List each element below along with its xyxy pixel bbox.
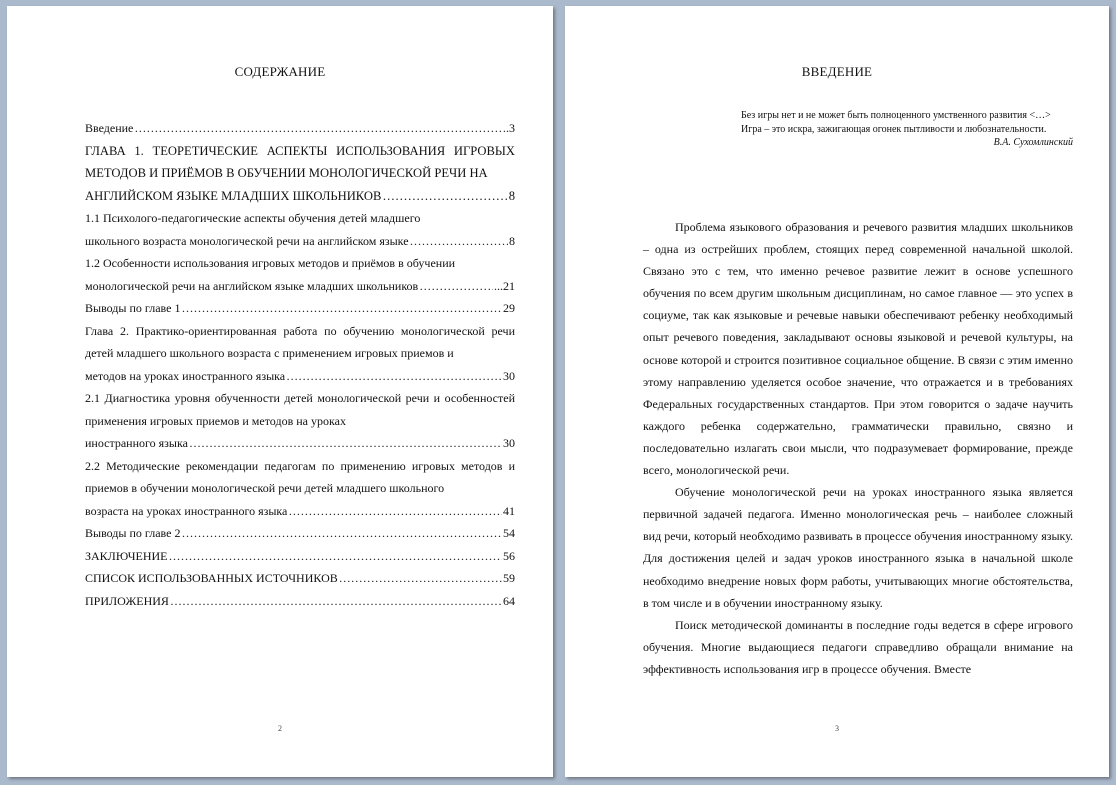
toc-heading: СОДЕРЖАНИЕ — [234, 64, 326, 79]
toc-entry-page: 41 — [503, 503, 515, 518]
toc-entry-text: ЗАКЛЮЧЕНИЕ — [85, 548, 168, 563]
toc-entry-chapter-1[interactable] — [85, 140, 515, 208]
page-3 — [565, 6, 1109, 777]
toc-entry-text: СПИСОК ИСПОЛЬЗОВАННЫХ ИСТОЧНИКОВ — [85, 571, 338, 585]
paragraph: Проблема языкового образования и речевого развития младших школьников – одна из острейших проблем, стоящих перед современной начальной школой. Связано это с тем, что именно речевое развитие лежит в основе успешного обучения по всем другим школьным дисциплинам, но самое главное — это успех в социуме, так как языковые и речевые навыки обеспечивают ребенку необходимый опыт речевого поведения, закладывают основы языковой и речевой культуры, на основе которой и строится позитивное социальное общение. В связи с этим именно этому направлению уделяется особое значение, что отражается и в требованиях Федеральных государственных стандартов. При этом говорится о задаче научить каждого ребенка содержательно, грамматически правильно, связно и последовательно излагать свои мысли, что подразумевает формирование, прежде всего, монологической речи. — [643, 220, 1073, 478]
toc-entry-text-last: АНГЛИЙСКОМ ЯЗЫКЕ МЛАДШИХ ШКОЛЬНИКОВ — [85, 188, 382, 203]
toc-entry-page: 56 — [503, 548, 515, 563]
toc-entry-2-1[interactable] — [85, 387, 515, 455]
toc-entry-page: 8 — [508, 188, 515, 203]
toc-entry-text-last: монологической речи на английском языке младших школьников — [85, 278, 419, 293]
toc-entry-page: ...21 — [494, 278, 515, 293]
toc-entry-1-1[interactable] — [85, 207, 515, 252]
table-of-contents — [85, 117, 515, 612]
toc-entry-text-last: школьного возраста монологической речи на английском языке — [85, 233, 409, 248]
toc-entry-text-last: иностранного языка — [85, 436, 188, 450]
epigraph-line: Без игры нет и не может быть полноценного умственного развития <…> — [741, 110, 1051, 121]
toc-entry-text: ПРИЛОЖЕНИЯ — [85, 593, 169, 608]
toc-entry-page: 64 — [503, 593, 515, 608]
toc-entry-text: Выводы по главе 2 — [85, 526, 181, 540]
toc-entry-page: 29 — [503, 301, 515, 315]
toc-entry-page: 30 — [503, 436, 515, 450]
toc-entry-conclusion[interactable] — [85, 545, 515, 568]
toc-entry-conclusions-1[interactable] — [85, 297, 515, 320]
introduction-body — [643, 216, 1073, 680]
paragraph: Обучение монологической речи на уроках иностранного языка является первичной задачей педагога. Именно монологическая речь – наиболее сложный вид речи, который необходимо развивать в процессе обучения иностранному языку. Для достижения целей и задач уроков иностранного языка в начальной школе необходимо внедрение новых форм работы, учитывающих многие обстоятельства, в том числе и в обучении иностранному языку. — [643, 485, 1073, 610]
toc-entry-text: 2.2 Методические рекомендации педагогам по применению игровых методов и приемов в обучении монологической речи детей младшего школьного — [85, 458, 515, 495]
epigraph-author: В.А. Сухомлинский — [993, 137, 1073, 148]
epigraph-line: Игра – это искра, зажигающая огонек пытливости и любознательности. — [741, 123, 1047, 135]
toc-entry-text: Введение — [85, 121, 134, 135]
toc-entry-page: 54 — [503, 526, 515, 540]
page-number: 2 — [278, 724, 282, 733]
toc-entry-text: ГЛАВА 1. ТЕОРЕТИЧЕСКИЕ АСПЕКТЫ ИСПОЛЬЗОВАНИЯ ИГРОВЫХ МЕТОДОВ И ПРИЁМОВ В ОБУЧЕНИИ МОНОЛОГИЧЕСКОЙ РЕЧИ НА — [85, 143, 515, 180]
toc-entry-introduction[interactable] — [85, 117, 515, 140]
page-2 — [7, 6, 553, 777]
toc-entry-page: 59 — [503, 571, 515, 585]
toc-entry-text: 1.2 Особенности использования игровых методов и приёмов в обучении — [85, 256, 456, 270]
toc-entry-appendices[interactable] — [85, 590, 515, 613]
toc-entry-page: .3 — [506, 121, 515, 135]
toc-entry-text: Глава 2. Практико-ориентированная работа по обучению монологической речи детей младшего школьного возраста с применением игровых приемов и — [85, 323, 515, 360]
toc-entry-1-2[interactable] — [85, 252, 515, 297]
toc-entry-references[interactable] — [85, 567, 515, 590]
toc-entry-text-last: возраста на уроках иностранного языка — [85, 503, 288, 518]
toc-entry-text: Выводы по главе 1 — [85, 301, 181, 315]
page-number: 3 — [835, 724, 839, 733]
paragraph: Поиск методической доминанты в последние годы ведется в сфере игрового обучения. Многие выдающиеся педагоги справедливо обращали внимание на эффективность использования игр в процессе обучения. Вместе — [643, 617, 1073, 676]
introduction-heading: ВВЕДЕНИЕ — [801, 64, 873, 79]
toc-entry-2-2[interactable] — [85, 455, 515, 523]
toc-entry-text: 2.1 Диагностика уровня обученности детей монологической речи и особенностей применения игровых приемов и методов на уроках — [85, 391, 515, 428]
epigraph — [741, 109, 1073, 150]
toc-entry-text: 1.1 Психолого-педагогические аспекты обучения детей младшего — [85, 211, 421, 225]
toc-entry-conclusions-2[interactable] — [85, 522, 515, 545]
toc-entry-page: 8 — [509, 233, 515, 248]
toc-entry-text-last: методов на уроках иностранного языка — [85, 368, 286, 383]
toc-entry-chapter-2[interactable] — [85, 320, 515, 388]
toc-entry-page: 30 — [503, 368, 515, 383]
